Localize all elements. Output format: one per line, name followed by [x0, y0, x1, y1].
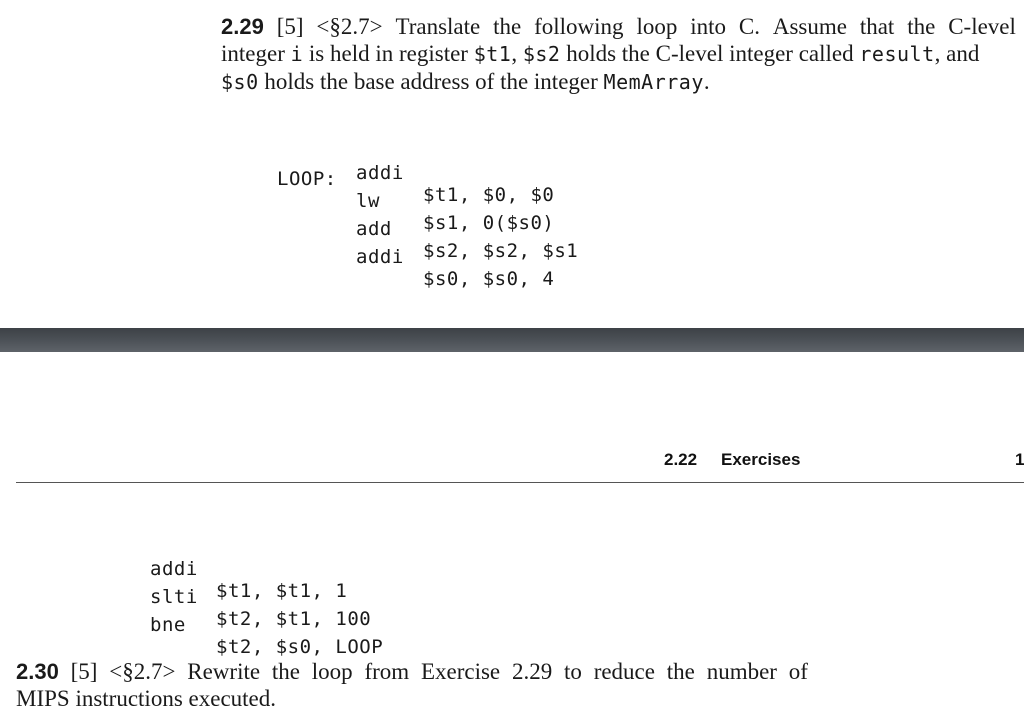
code-variable-i: i	[290, 42, 304, 66]
page-separator-bar	[0, 328, 1024, 352]
word: from	[364, 659, 410, 684]
header-page-number: 1	[1015, 450, 1024, 469]
code-operands: $t2, $s0, LOOP	[216, 636, 384, 658]
code-operands: $t2, $t1, 100	[216, 608, 372, 630]
exercise-2-29-line-2	[221, 40, 1016, 68]
exercise-section-ref: <§2.7>	[109, 659, 176, 684]
exercise-2-30-line-2: MIPS instructions executed.	[16, 686, 276, 711]
code-opcode: addi	[356, 246, 404, 268]
code-register-s2: $s2	[522, 42, 561, 66]
exercise-2-30-line-1	[16, 658, 808, 685]
word: into	[690, 14, 726, 39]
exercise-2-29	[221, 13, 1016, 96]
header-rule	[16, 482, 1024, 483]
text: , and	[934, 41, 980, 66]
header-section-title: Exercises	[721, 450, 801, 469]
code-opcode: add	[356, 218, 392, 240]
word: the	[493, 14, 522, 39]
word: reduce	[593, 659, 655, 684]
code-operands: $t1, $t1, 1	[216, 580, 348, 602]
word: Assume	[772, 14, 847, 39]
word: of	[788, 659, 808, 684]
code-opcode: addi	[150, 558, 198, 580]
code-opcode: bne	[150, 614, 186, 636]
text: integer	[221, 41, 285, 66]
word: loop	[636, 14, 678, 39]
code-operands: $s2, $s2, $s1	[423, 240, 579, 262]
text: is held in register	[308, 41, 468, 66]
word: Exercise	[420, 659, 501, 684]
code-opcode: lw	[356, 190, 380, 212]
text: holds the base address of the integer	[264, 69, 598, 94]
code-operands: $s0, $s0, 4	[423, 268, 555, 290]
exercise-2-29-line-3	[221, 68, 1016, 96]
word: the	[907, 14, 936, 39]
word: the	[271, 659, 300, 684]
word: C-level	[948, 14, 1016, 39]
word: the	[666, 659, 695, 684]
text: .	[703, 69, 710, 94]
word: 2.29	[511, 659, 553, 684]
exercise-number: 2.30	[16, 659, 59, 684]
word: to	[564, 659, 582, 684]
code-operands: $s1, 0($s0)	[423, 212, 555, 234]
exercise-2-30	[16, 658, 816, 712]
page-header	[0, 446, 1024, 486]
code-label: LOOP:	[277, 168, 337, 190]
exercise-section-ref: <§2.7>	[316, 14, 383, 39]
code-opcode: addi	[356, 162, 404, 184]
exercise-points: [5]	[70, 659, 98, 684]
code-variable-result: result	[859, 42, 935, 66]
word: number	[706, 659, 777, 684]
code-register-s0: $s0	[221, 70, 259, 94]
word: following	[534, 14, 624, 39]
word: C.	[738, 14, 760, 39]
exercise-2-29-line-1	[221, 13, 1016, 40]
code-register-t1: $t1	[473, 42, 512, 66]
header-section-number: 2.22	[664, 450, 698, 469]
exercise-number: 2.29	[221, 14, 264, 39]
text: holds the C-level integer called	[566, 41, 854, 66]
word: Rewrite	[187, 659, 261, 684]
text: ,	[511, 41, 518, 66]
word: that	[859, 14, 895, 39]
exercise-points: [5]	[276, 14, 304, 39]
word: Translate	[395, 14, 481, 39]
code-variable-memarray: MemArray	[603, 70, 704, 94]
code-opcode: slti	[150, 586, 198, 608]
word: loop	[311, 659, 353, 684]
code-operands: $t1, $0, $0	[423, 184, 555, 206]
